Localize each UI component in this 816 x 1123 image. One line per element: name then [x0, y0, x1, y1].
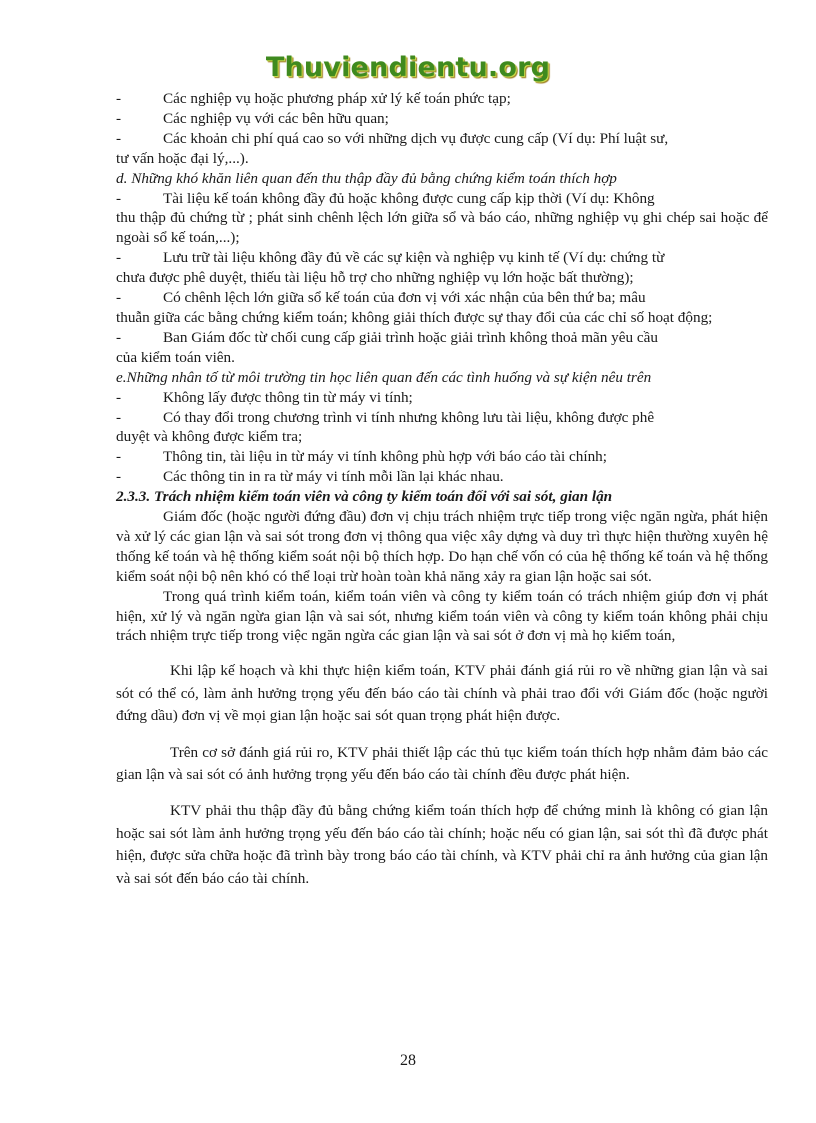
- spacer: [116, 786, 768, 800]
- list-item-continuation: thu thập đủ chứng từ ; phát sinh chênh lệch lớn giữa sổ và báo cáo, những nghiệp vụ ghi chép sai hoặc để ngoài sổ kế toán,...);: [116, 209, 768, 247]
- list-item-continuation: thuẫn giữa các bằng chứng kiểm toán; không giải thích được sự thay đổi của các chỉ số hoạt động;: [116, 308, 713, 326]
- list-item-text: Các nghiệp vụ với các bên hữu quan;: [163, 109, 389, 127]
- list-item-text: Có thay đổi trong chương trình vi tính nhưng không lưu tài liệu, không được phê: [163, 408, 655, 426]
- bullet-dash: -: [116, 468, 122, 486]
- bullet-dash: -: [116, 90, 122, 107]
- bullet-dash: -: [116, 129, 122, 147]
- paragraph: Giám đốc (hoặc người đứng đầu) đơn vị chịu trách nhiệm trực tiếp trong việc ngăn ngừa, phát hiện và xử lý các gian lận và sai sót trong đơn vị thông qua việc xây dựng và duy trì thực hiện thường xuyên hệ thống kế toán và hệ thống kiểm soát nội bộ thích hợp. Do hạn chế vốn có của hệ thống kế toán và hệ thống kiểm soát nội bộ nên khó có thể loại trừ hoàn toàn khả năng xảy ra gian lận hoặc sai sót.: [116, 508, 768, 585]
- list-item: [116, 109, 768, 129]
- list-item-continuation: duyệt và không được kiểm tra;: [116, 428, 303, 446]
- list-item-text: Các khoản chi phí quá cao so với những dịch vụ được cung cấp (Ví dụ: Phí luật sư,: [163, 129, 669, 147]
- list-item-text: Các nghiệp vụ hoặc phương pháp xử lý kế toán phức tạp;: [163, 90, 511, 107]
- paragraph: Khi lập kế hoạch và khi thực hiện kiểm toán, KTV phải đánh giá rủi ro về những gian lận và sai sót có thể có, làm ảnh hưởng trọng yếu đến báo cáo tài chính và phải trao đổi với Giám đốc (hoặc người đứng dầu) đơn vị về mọi gian lận hoặc sai sót quan trọng phát hiện được.: [116, 662, 768, 725]
- list-item: [116, 408, 768, 448]
- section-heading-2-3-3: 2.3.3. Trách nhiệm kiểm toán viên và công ty kiểm toán đối với sai sót, gian lận: [116, 488, 613, 506]
- subheading-d: d. Những khó khăn liên quan đến thu thập đầy đủ bằng chứng kiểm toán thích hợp: [116, 169, 617, 187]
- list-item-continuation: chưa được phê duyệt, thiếu tài liệu hỗ trợ cho những nghiệp vụ lớn hoặc bất thường);: [116, 269, 634, 287]
- list-item: [116, 328, 768, 368]
- bullet-dash: -: [116, 289, 122, 307]
- bullet-dash: -: [116, 388, 122, 406]
- list-item-text: Lưu trữ tài liệu không đầy đủ về các sự kiện và nghiệp vụ kinh tế (Ví dụ: chứng từ: [163, 249, 665, 267]
- list-item: [116, 288, 768, 328]
- site-logo: [0, 52, 816, 83]
- list-item-continuation: của kiểm toán viên.: [116, 348, 235, 366]
- list-item-text: Có chênh lệch lớn giữa sổ kế toán của đơn vị với xác nhận của bên thứ ba; mâu: [163, 289, 646, 307]
- spacer: [116, 646, 768, 660]
- bullet-dash: -: [116, 109, 122, 127]
- bullet-dash: -: [116, 328, 122, 346]
- list-item-continuation: tư vấn hoặc đại lý,...).: [116, 149, 249, 167]
- list-item: [116, 467, 768, 487]
- paragraph: Trong quá trình kiểm toán, kiểm toán viên và công ty kiểm toán có trách nhiệm giúp đơn vị phát hiện, xử lý và ngăn ngừa gian lận và sai sót, nhưng kiểm toán viên và công ty kiểm toán không phải chịu trách nhiệm trực tiếp trong việc ngăn ngừa các gian lận và sai sót ở đơn vị mà họ kiểm toán,: [116, 587, 768, 645]
- list-item: [116, 447, 768, 467]
- list-item-text: Không lấy được thông tin từ máy vi tính;: [163, 388, 413, 406]
- page-number: 28: [400, 1052, 416, 1069]
- document-body: [116, 89, 768, 890]
- list-item: [116, 248, 768, 288]
- bullet-dash: -: [116, 189, 122, 207]
- paragraph: Trên cơ sở đánh giá rủi ro, KTV phải thiết lập các thủ tục kiểm toán thích hợp nhằm đảm bảo các gian lận và sai sót có ảnh hưởng trọng yếu đến báo cáo tài chính đều được phát hiện.: [116, 743, 768, 783]
- list-item: [116, 129, 768, 169]
- bullet-dash: -: [116, 408, 122, 426]
- list-item: [116, 89, 768, 109]
- list-item-text: Các thông tin in ra từ máy vi tính mỗi lần lại khác nhau.: [163, 468, 504, 486]
- paragraph: KTV phải thu thập đầy đủ bằng chứng kiểm toán thích hợp để chứng minh là không có gian lận hoặc sai sót làm ảnh hưởng trọng yếu đến báo cáo tài chính; hoặc nếu có gian lận, sai sót thì đã được phát hiện, được sửa chữa hoặc đã trình bày trong báo cáo tài chính, và KTV phải chỉ ra ảnh hưởng của gian lận và sai sót đến báo cáo tài chính.: [116, 802, 768, 887]
- logo-text: Thuviendientu.org: [265, 52, 551, 83]
- subheading-e: e.Những nhân tố từ môi trường tin học liên quan đến các tình huống và sự kiện nêu trên: [116, 368, 652, 386]
- spacer: [116, 728, 768, 742]
- list-item-text: Ban Giám đốc từ chối cung cấp giải trình hoặc giải trình không thoả mãn yêu cầu: [163, 328, 658, 346]
- list-item-text: Thông tin, tài liệu in từ máy vi tính không phù hợp với báo cáo tài chính;: [163, 448, 607, 466]
- bullet-dash: -: [116, 249, 122, 267]
- list-item-text: Tài liệu kế toán không đầy đủ hoặc không được cung cấp kịp thời (Ví dụ: Không: [163, 189, 655, 207]
- list-item: [116, 189, 768, 249]
- bullet-dash: -: [116, 448, 122, 466]
- list-item: [116, 388, 768, 408]
